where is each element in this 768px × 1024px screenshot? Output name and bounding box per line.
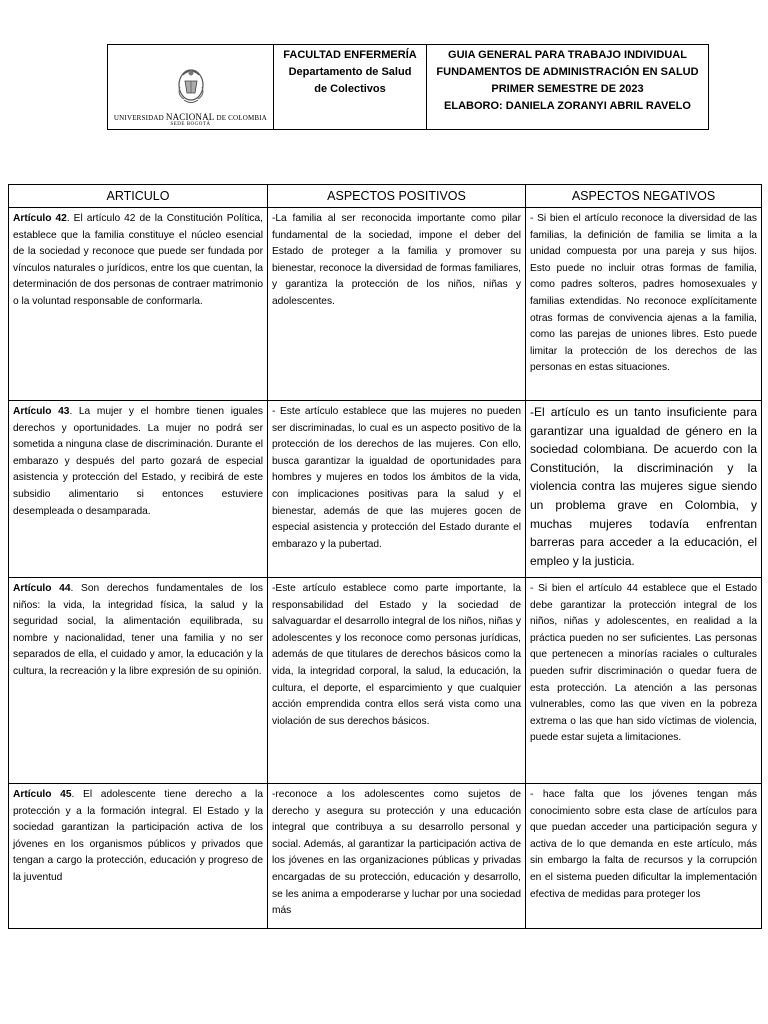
article-cell: [9, 208, 268, 401]
university-prefix: UNIVERSIDAD: [113, 114, 166, 122]
table-row: [9, 578, 762, 784]
article-text: . La mujer y el hombre tienen iguales derechos y oportunidades. La mujer no podrá ser sometida a ninguna clase de discriminación. Durante el embarazo y después del parto gozará de especial asistencia y protección del Estado, y recibirá de este subsidio alimentario si entonces estuviere desempleada o desamparada.: [13, 406, 263, 517]
university-suffix: DE COLOMBIA: [214, 114, 268, 122]
article-text: . El artículo 42 de la Constitución Política, establece que la familia constituye el núcleo esencial de la sociedad y reconoce que puede ser fundada por vínculos naturales o jurídicos, entre los que cuentan, la determinación de dos personas de contraer matrimonio o la voluntad responsable de conformarla.: [13, 213, 263, 307]
guide-line2: FUNDAMENTOS DE ADMINISTRACIÓN EN SALUD: [436, 66, 699, 78]
article-label: Artículo 44: [13, 583, 71, 594]
faculty-line1: FACULTAD ENFERMERÍA: [283, 49, 417, 61]
faculty-line2: Departamento de Salud: [288, 66, 412, 78]
column-header-positivos: ASPECTOS POSITIVOS: [268, 185, 526, 208]
logo-cell: [108, 45, 274, 130]
column-header-articulo: ARTICULO: [9, 185, 268, 208]
coat-of-arms-icon: [174, 67, 208, 109]
table-row: [9, 401, 762, 578]
article-cell: [9, 401, 268, 578]
article-label: Artículo 43: [13, 406, 70, 417]
table-row: [9, 784, 762, 929]
positive-cell: -reconoce a los adolescentes como sujetos de derecho y asegura su protección y una educación integral que contribuya a su desarrollo personal y social. Además, al garantizar la participación activa de los jóvenes en las organizaciones públicas y privadas encargadas de su protección, educación y desarrollo, se les anima a empoderarse y luchar por una sociedad más: [268, 784, 526, 929]
article-text: . El adolescente tiene derecho a la protección y a la formación integral. El Estado y la sociedad garantizan la participación activa de los jóvenes en los organismos públicos y privados que tengan a cargo la protección, educación y progreso de la juventud: [13, 789, 263, 883]
guide-line3: PRIMER SEMESTRE DE 2023: [491, 83, 644, 95]
faculty-cell: [274, 45, 427, 130]
column-header-negativos: ASPECTOS NEGATIVOS: [526, 185, 762, 208]
article-text: . Son derechos fundamentales de los niños: la vida, la integridad física, la salud y la seguridad social, la alimentación equilibrada, su nombre y nacionalidad, tener una familia y no ser separados de ella, el cuidado y amor, la educación y la cultura, la recreación y la libre expresión de su opinión.: [13, 583, 263, 677]
negative-cell: - Si bien el artículo reconoce la diversidad de las familias, la definición de familia se limita a la unidad compuesta por una pareja y sus hijos. Esto puede no incluir otras formas de familia, como padres solteros, padres homosexuales y familias extendidas. No reconoce explícitamente otras formas de convivencia ajenas a la familia, como las parejas de uniones libres. Esto puede limitar la protección de los derechos de las personas en estas situaciones.: [526, 208, 762, 401]
negative-cell: - hace falta que los jóvenes tengan más conocimiento sobre esta clase de artículos para que puedan acceder una participación segura y activa de lo que demanda en este artículo, más sin embargo la falta de recursos y la corrupción en el sistema pueden dificultar la implementación efectiva de medidas para proteger los: [526, 784, 762, 929]
positive-cell: -Este artículo establece como parte importante, la responsabilidad del Estado y la sociedad de salvaguardar el desarrollo integral de los niños, niñas y adolescentes y los reconoce como personas jurídicas, además de que titulares de derechos básicos como la vida, la integridad corporal, la salud, la educación, la cultura, el deporte, el esparcimiento y que cualquier acción emprendida contra ellos será vista como una violación de sus derechos básicos.: [268, 578, 526, 784]
article-cell: [9, 578, 268, 784]
article-label: Artículo 45: [13, 789, 72, 800]
guide-line4: ELABORO: DANIELA ZORANYI ABRIL RAVELO: [444, 100, 691, 112]
articles-table: [8, 184, 762, 929]
university-sede: SEDE BOGOTÁ: [170, 122, 211, 127]
article-label: Artículo 42: [13, 213, 67, 224]
guide-line1: GUIA GENERAL PARA TRABAJO INDIVIDUAL: [448, 49, 687, 61]
negative-cell: -El artículo es un tanto insuficiente para garantizar una igualdad de género en la sociedad colombiana. De acuerdo con la Constitución, la discriminación y la violencia contra las mujeres sigue siendo un problema grave en Colombia, y muchas mujeres todavía enfrentan barreras para acceder a la educación, el empleo y la justicia.: [526, 401, 762, 578]
article-cell: [9, 784, 268, 929]
university-logo: [108, 45, 273, 129]
positive-cell: -La familia al ser reconocida importante como pilar fundamental de la sociedad, impone el deber del Estado de proteger a la familia y promover su bienestar, reconoce la diversidad de formas familiares, y garantiza la protección de los niños, niñas y adolescentes.: [268, 208, 526, 401]
positive-cell: - Este artículo establece que las mujeres no pueden ser discriminadas, lo cual es un aspecto positivo de la protección de los derechos de las mujeres. Con ello, busca garantizar la igualdad de oportunidades para hombres y mujeres en todos los ámbitos de la vida, con implicaciones positivas para la salud y el bienestar, además de que las mujeres gocen de especial asistencia y protección del Estado durante el embarazo y la pubertad.: [268, 401, 526, 578]
university-name: NACIONAL: [165, 112, 215, 122]
table-header-row: [9, 185, 762, 208]
table-row: [9, 208, 762, 401]
document-header: [107, 44, 709, 130]
negative-cell: - Si bien el artículo 44 establece que el Estado debe garantizar la protección integral de los niños, niñas y adolescentes, en realidad a la práctica pueden no ser suficientes. Las personas que pertenecen a minorías raciales o culturales pueden sufrir discriminación o quedar fuera de esta protección. La atención a las personas vulnerables, como las que viven en la pobreza extrema o las que han sido víctimas de violencia, puede estar sujeta a limitaciones.: [526, 578, 762, 784]
faculty-line3: de Colectivos: [314, 83, 386, 95]
guide-cell: [427, 45, 709, 130]
